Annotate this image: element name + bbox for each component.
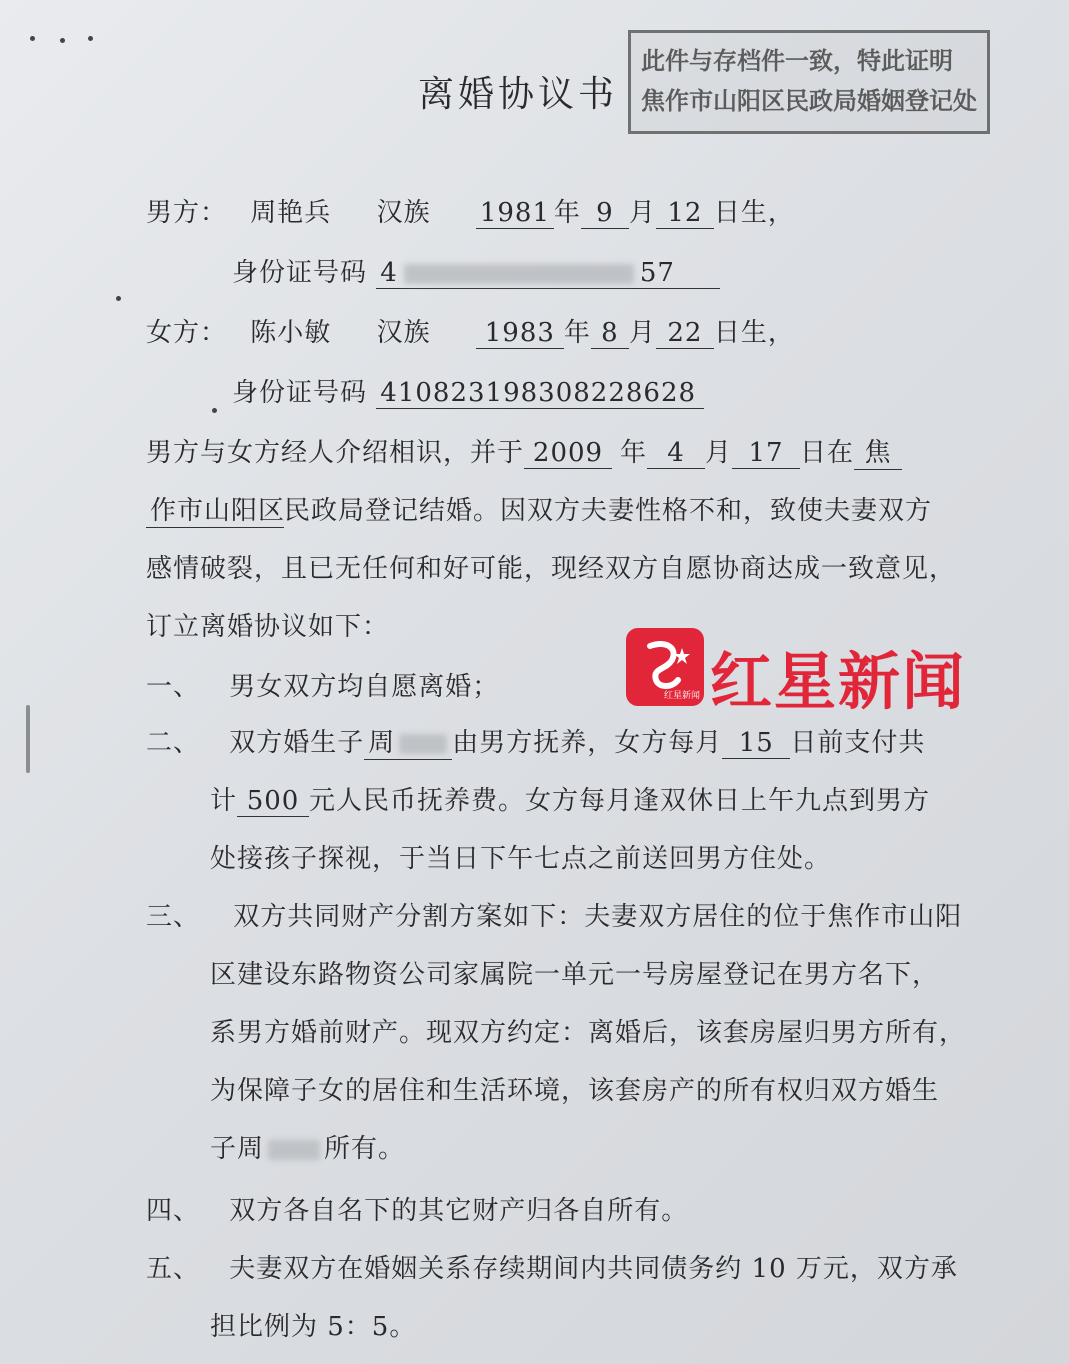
- male-id-start: 4: [380, 258, 398, 288]
- item-1: [146, 666, 499, 703]
- payment-day: 15: [722, 728, 790, 759]
- male-id-label: 身份证号码: [232, 258, 368, 288]
- speck: [60, 38, 65, 43]
- stamp-line-2: 焦作市山阳区民政局婚姻登记处: [641, 87, 977, 115]
- male-ethnicity: 汉族: [376, 198, 431, 228]
- item-number: 五、: [146, 1254, 201, 1284]
- item-text: 子周: [210, 1134, 265, 1164]
- item-2-line-3: 处接孩子探视，于当日下午七点之前送回男方住处。: [210, 844, 832, 874]
- male-id-line: [232, 252, 720, 289]
- certification-stamp: [628, 30, 990, 134]
- female-ethnicity: 汉族: [376, 318, 431, 348]
- marriage-place-a: 焦: [854, 432, 902, 470]
- red-star-news-logo: [626, 628, 704, 706]
- item-2-line-1: [146, 722, 925, 760]
- male-name: 周艳兵: [250, 198, 332, 228]
- male-id-number: [376, 258, 720, 289]
- support-amount: 500: [237, 786, 309, 817]
- intro-line-4: 订立离婚协议如下：: [146, 612, 390, 642]
- stamp-line-1: 此件与存档件一致，特此证明: [641, 47, 953, 75]
- staple-mark: [26, 705, 30, 773]
- item-3-line-4: 为保障子女的居住和生活环境，该套房产的所有权归双方婚生: [210, 1076, 940, 1106]
- day-unit: 日在: [800, 438, 855, 468]
- intro-line-1: [146, 432, 902, 470]
- item-text: 双方各自名下的其它财产归各自所有。: [229, 1196, 689, 1226]
- item-text: 由男方抚养，女方每月: [452, 728, 723, 758]
- watermark-text: 红星新闻: [710, 645, 967, 718]
- year-unit: 年: [620, 438, 648, 468]
- speck: [30, 36, 35, 41]
- item-text: 元人民币抚养费。女方每月逢双休日上午九点到男方: [309, 786, 931, 816]
- male-label: 男方：: [146, 198, 228, 228]
- item-4: [146, 1190, 688, 1227]
- document-title: 离婚协议书: [418, 74, 619, 115]
- item-number: 三、: [146, 902, 201, 932]
- male-party-line: [146, 192, 795, 229]
- item-text: 双方婚生子: [229, 728, 365, 758]
- female-id-line: [232, 372, 704, 409]
- item-5-line-2: 担比例为 5：5。: [210, 1312, 417, 1342]
- male-id-end: 57: [639, 258, 675, 288]
- speck: [88, 36, 93, 41]
- item-text: 计: [210, 786, 238, 816]
- day-unit: 日生，: [713, 318, 795, 348]
- item-number: 二、: [146, 728, 201, 758]
- item-3-line-3: 系男方婚前财产。现双方约定：离婚后，该套房屋归男方所有，: [210, 1018, 967, 1048]
- month-unit: 月: [628, 318, 656, 348]
- item-text: 男女双方均自愿离婚；: [229, 672, 500, 702]
- redacted-name: [399, 734, 447, 754]
- speck: [116, 296, 121, 301]
- month-unit: 月: [628, 198, 656, 228]
- item-number: 一、: [146, 672, 201, 702]
- month-unit: 月: [705, 438, 733, 468]
- female-birth-month: 8: [591, 318, 629, 349]
- female-label: 女方：: [146, 318, 228, 348]
- redacted-id: [404, 264, 634, 284]
- male-birth-year: 1981: [476, 198, 554, 229]
- child-name: [364, 722, 452, 760]
- item-text: 所有。: [324, 1134, 406, 1164]
- intro-line-2: [146, 490, 932, 528]
- male-birth-day: 12: [656, 198, 714, 229]
- female-party-line: [146, 312, 795, 349]
- female-birth-day: 22: [656, 318, 714, 349]
- marriage-month: 4: [647, 438, 705, 469]
- marriage-year: 2009: [524, 438, 612, 469]
- item-3-line-5: [210, 1128, 405, 1165]
- speck: [212, 408, 217, 413]
- child-surname: 周: [368, 728, 396, 758]
- female-id-number: 410823198308228628: [376, 378, 704, 409]
- year-unit: 年: [563, 318, 591, 348]
- item-5-line-1: [146, 1248, 958, 1285]
- item-text: 双方共同财产分割方案如下：夫妻双方居住的位于焦作市山阳: [233, 902, 963, 932]
- male-birth-month: 9: [581, 198, 629, 229]
- item-text: 日前支付共: [790, 728, 926, 758]
- marriage-day: 17: [732, 438, 800, 469]
- item-2-line-2: [210, 780, 930, 817]
- item-3-line-2: 区建设东路物资公司家属院一单元一号房屋登记在男方名下，: [210, 960, 940, 990]
- year-unit: 年: [553, 198, 581, 228]
- item-3-line-1: [146, 896, 962, 933]
- item-number: 四、: [146, 1196, 201, 1226]
- intro-line-3: 感情破裂，且已无任何和好可能，现经双方自愿协商达成一致意见，: [146, 554, 957, 584]
- female-id-label: 身份证号码: [232, 378, 368, 408]
- intro-text: 男方与女方经人介绍相识，并于: [146, 438, 525, 468]
- item-text: 夫妻双方在婚姻关系存续期间内共同债务约 10 万元，双方承: [229, 1254, 958, 1284]
- intro-text: 民政局登记结婚。因双方夫妻性格不和，致使夫妻双方: [284, 496, 933, 526]
- day-unit: 日生，: [713, 198, 795, 228]
- female-birth-year: 1983: [476, 318, 564, 349]
- female-name: 陈小敏: [250, 318, 332, 348]
- logo-caption: 红星新闻: [663, 691, 701, 701]
- redacted-name: [268, 1140, 320, 1160]
- marriage-place-b: 作市山阳区: [146, 490, 284, 528]
